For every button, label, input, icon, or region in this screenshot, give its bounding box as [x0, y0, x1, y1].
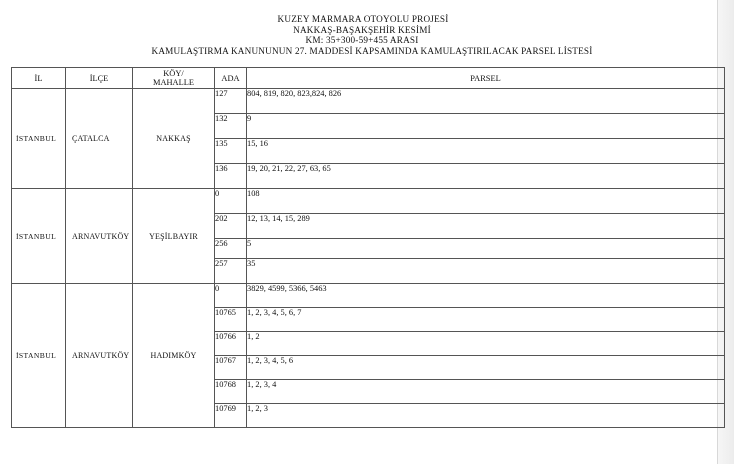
list-title: KAMULAŞTIRMA KANUNUNUN 27. MADDESİ KAPSAMINDA KAMULAŞTIRILACAK PARSEL LİSTESİ	[151, 45, 593, 56]
cell-ada: 136	[215, 164, 247, 189]
cell-parsel: 3829, 4599, 5366, 5463	[247, 284, 725, 308]
cell-parsel: 1, 2	[247, 332, 725, 356]
cell-koy: NAKKAŞ	[133, 89, 215, 189]
cell-ada: 10767	[215, 356, 247, 380]
cell-ilce: ARNAVUTKÖY	[66, 284, 133, 428]
table-row	[12, 89, 725, 114]
cell-parsel: 1, 2, 3, 4, 5, 6	[247, 356, 725, 380]
col-header-ilce: İLÇE	[66, 68, 133, 89]
cell-ada: 10768	[215, 380, 247, 404]
col-header-koy-line2: MAHALLE	[153, 78, 194, 87]
cell-koy: YEŞİLBAYIR	[133, 189, 215, 284]
cell-ada: 10769	[215, 404, 247, 428]
cell-il: İSTANBUL	[12, 89, 66, 189]
cell-ilce: ARNAVUTKÖY	[66, 189, 133, 284]
table-header-row	[12, 68, 725, 89]
cell-parsel: 1, 2, 3	[247, 404, 725, 428]
cell-ada: 202	[215, 214, 247, 239]
km-range: KM: 35+300-59+455 ARASI	[305, 35, 419, 46]
table-row	[12, 189, 725, 214]
cell-ada: 127	[215, 89, 247, 114]
cell-il: İSTANBUL	[12, 189, 66, 284]
cell-parsel: 1, 2, 3, 4	[247, 380, 725, 404]
cell-ada: 0	[215, 189, 247, 214]
cell-ada: 10765	[215, 308, 247, 332]
cell-ada: 256	[215, 239, 247, 259]
cell-parsel: 804, 819, 820, 823,824, 826	[247, 89, 725, 114]
cell-ada: 10766	[215, 332, 247, 356]
cell-parsel: 35	[247, 259, 725, 284]
cell-il: İSTANBUL	[12, 284, 66, 428]
cell-parsel: 9	[247, 114, 725, 139]
col-header-ada: ADA	[215, 68, 247, 89]
cell-parsel: 19, 20, 21, 22, 27, 63, 65	[247, 164, 725, 189]
table-row	[12, 284, 725, 308]
cell-parsel: 12, 13, 14, 15, 289	[247, 214, 725, 239]
cell-parsel: 5	[247, 239, 725, 259]
col-header-il: İL	[12, 68, 66, 89]
col-header-koy	[133, 68, 215, 89]
cell-ada: 132	[215, 114, 247, 139]
cell-ada: 257	[215, 259, 247, 284]
cell-parsel: 15, 16	[247, 139, 725, 164]
cell-ada: 0	[215, 284, 247, 308]
section-title: NAKKAŞ-BAŞAKŞEHİR KESİMİ	[293, 24, 431, 35]
project-title: KUZEY MARMARA OTOYOLU PROJESİ	[277, 14, 449, 24]
col-header-parsel: PARSEL	[247, 68, 725, 89]
cell-ada: 135	[215, 139, 247, 164]
document-header	[0, 14, 734, 56]
cell-ilce: ÇATALCA	[66, 89, 133, 189]
parcel-table	[11, 67, 725, 428]
cell-parsel: 1, 2, 3, 4, 5, 6, 7	[247, 308, 725, 332]
col-header-koy-line1: KÖY/	[163, 69, 184, 78]
cell-koy: HADIMKÖY	[133, 284, 215, 428]
cell-parsel: 108	[247, 189, 725, 214]
